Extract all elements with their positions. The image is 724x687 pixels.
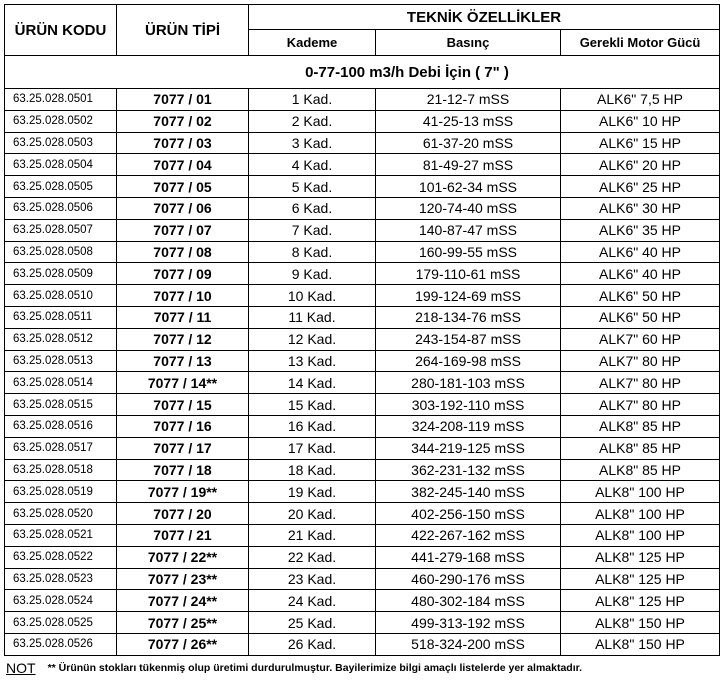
table-row	[5, 633, 720, 655]
cell-type: 7077 / 12	[117, 328, 249, 350]
cell-type: 7077 / 14**	[117, 372, 249, 394]
table-row	[5, 197, 720, 219]
note-label: NOT	[6, 660, 36, 676]
cell-type: 7077 / 09	[117, 263, 249, 285]
table-row	[5, 568, 720, 590]
cell-stage: 7 Kad.	[249, 219, 376, 241]
cell-type: 7077 / 24**	[117, 590, 249, 612]
table-row	[5, 350, 720, 372]
cell-pressure: 362-231-132 mSS	[376, 459, 561, 481]
cell-stage: 8 Kad.	[249, 241, 376, 263]
cell-pressure: 120-74-40 mSS	[376, 197, 561, 219]
cell-type: 7077 / 16	[117, 415, 249, 437]
cell-type: 7077 / 19**	[117, 481, 249, 503]
cell-code: 63.25.028.0515	[5, 394, 117, 416]
cell-type: 7077 / 01	[117, 89, 249, 111]
cell-code: 63.25.028.0503	[5, 132, 117, 154]
cell-motor: ALK6" 40 HP	[561, 241, 720, 263]
cell-code: 63.25.028.0521	[5, 524, 117, 546]
cell-pressure: 460-290-176 mSS	[376, 568, 561, 590]
cell-pressure: 160-99-55 mSS	[376, 241, 561, 263]
cell-stage: 21 Kad.	[249, 524, 376, 546]
group-title: 0-77-100 m3/h Debi İçin ( 7" )	[5, 56, 720, 89]
table-row	[5, 437, 720, 459]
cell-type: 7077 / 18	[117, 459, 249, 481]
cell-type: 7077 / 21	[117, 524, 249, 546]
table-row	[5, 459, 720, 481]
cell-motor: ALK8" 150 HP	[561, 633, 720, 655]
footnote	[6, 657, 718, 679]
table-row	[5, 176, 720, 198]
cell-motor: ALK8" 125 HP	[561, 568, 720, 590]
cell-code: 63.25.028.0520	[5, 503, 117, 525]
cell-code: 63.25.028.0516	[5, 415, 117, 437]
cell-type: 7077 / 02	[117, 110, 249, 132]
cell-motor: ALK8" 150 HP	[561, 612, 720, 634]
cell-motor: ALK8" 100 HP	[561, 524, 720, 546]
cell-motor: ALK6" 25 HP	[561, 176, 720, 198]
cell-pressure: 41-25-13 mSS	[376, 110, 561, 132]
cell-motor: ALK8" 125 HP	[561, 590, 720, 612]
cell-code: 63.25.028.0502	[5, 110, 117, 132]
cell-type: 7077 / 08	[117, 241, 249, 263]
cell-pressure: 179-110-61 mSS	[376, 263, 561, 285]
table-row	[5, 89, 720, 111]
table-row	[5, 132, 720, 154]
cell-motor: ALK6" 30 HP	[561, 197, 720, 219]
cell-code: 63.25.028.0513	[5, 350, 117, 372]
cell-code: 63.25.028.0507	[5, 219, 117, 241]
cell-pressure: 264-169-98 mSS	[376, 350, 561, 372]
cell-stage: 24 Kad.	[249, 590, 376, 612]
cell-stage: 9 Kad.	[249, 263, 376, 285]
cell-motor: ALK6" 10 HP	[561, 110, 720, 132]
table-row	[5, 415, 720, 437]
cell-pressure: 499-313-192 mSS	[376, 612, 561, 634]
cell-pressure: 81-49-27 mSS	[376, 154, 561, 176]
cell-stage: 18 Kad.	[249, 459, 376, 481]
cell-pressure: 324-208-119 mSS	[376, 415, 561, 437]
header-urun-tipi: ÜRÜN TİPİ	[117, 5, 249, 56]
table-row	[5, 372, 720, 394]
header-motor: Gerekli Motor Gücü	[561, 30, 720, 56]
cell-pressure: 402-256-150 mSS	[376, 503, 561, 525]
cell-stage: 2 Kad.	[249, 110, 376, 132]
cell-stage: 11 Kad.	[249, 306, 376, 328]
cell-type: 7077 / 11	[117, 306, 249, 328]
cell-type: 7077 / 04	[117, 154, 249, 176]
cell-code: 63.25.028.0526	[5, 633, 117, 655]
cell-motor: ALK8" 85 HP	[561, 415, 720, 437]
cell-code: 63.25.028.0518	[5, 459, 117, 481]
cell-motor: ALK6" 20 HP	[561, 154, 720, 176]
cell-pressure: 441-279-168 mSS	[376, 546, 561, 568]
cell-type: 7077 / 10	[117, 285, 249, 307]
cell-motor: ALK7" 80 HP	[561, 350, 720, 372]
header-basinc: Basınç	[376, 30, 561, 56]
cell-motor: ALK8" 85 HP	[561, 459, 720, 481]
cell-stage: 19 Kad.	[249, 481, 376, 503]
table-row	[5, 219, 720, 241]
cell-stage: 6 Kad.	[249, 197, 376, 219]
cell-pressure: 140-87-47 mSS	[376, 219, 561, 241]
cell-pressure: 21-12-7 mSS	[376, 89, 561, 111]
cell-stage: 23 Kad.	[249, 568, 376, 590]
table-row	[5, 394, 720, 416]
cell-code: 63.25.028.0501	[5, 89, 117, 111]
table-row	[5, 612, 720, 634]
cell-code: 63.25.028.0523	[5, 568, 117, 590]
cell-stage: 4 Kad.	[249, 154, 376, 176]
cell-type: 7077 / 20	[117, 503, 249, 525]
cell-motor: ALK6" 15 HP	[561, 132, 720, 154]
header-kademe: Kademe	[249, 30, 376, 56]
table-row	[5, 524, 720, 546]
table-row	[5, 241, 720, 263]
note-text: ** Ürünün stokları tükenmiş olup üretimi durdurulmuştur. Bayilerimize bilgi amaçlı listelerde yer almaktadır.	[47, 662, 583, 674]
cell-code: 63.25.028.0519	[5, 481, 117, 503]
table-row	[5, 263, 720, 285]
cell-type: 7077 / 15	[117, 394, 249, 416]
cell-stage: 17 Kad.	[249, 437, 376, 459]
cell-type: 7077 / 07	[117, 219, 249, 241]
cell-code: 63.25.028.0509	[5, 263, 117, 285]
cell-pressure: 422-267-162 mSS	[376, 524, 561, 546]
cell-code: 63.25.028.0512	[5, 328, 117, 350]
table-row	[5, 328, 720, 350]
cell-type: 7077 / 05	[117, 176, 249, 198]
cell-code: 63.25.028.0510	[5, 285, 117, 307]
cell-type: 7077 / 25**	[117, 612, 249, 634]
table-row	[5, 481, 720, 503]
cell-stage: 13 Kad.	[249, 350, 376, 372]
cell-motor: ALK6" 50 HP	[561, 306, 720, 328]
cell-pressure: 303-192-110 mSS	[376, 394, 561, 416]
cell-stage: 14 Kad.	[249, 372, 376, 394]
cell-stage: 25 Kad.	[249, 612, 376, 634]
table-row	[5, 590, 720, 612]
cell-type: 7077 / 13	[117, 350, 249, 372]
cell-pressure: 199-124-69 mSS	[376, 285, 561, 307]
cell-motor: ALK7" 80 HP	[561, 372, 720, 394]
cell-motor: ALK6" 7,5 HP	[561, 89, 720, 111]
cell-type: 7077 / 17	[117, 437, 249, 459]
product-spec-table	[4, 4, 720, 656]
cell-stage: 12 Kad.	[249, 328, 376, 350]
table-row	[5, 503, 720, 525]
cell-stage: 15 Kad.	[249, 394, 376, 416]
cell-type: 7077 / 03	[117, 132, 249, 154]
table-row	[5, 546, 720, 568]
cell-motor: ALK6" 50 HP	[561, 285, 720, 307]
cell-stage: 26 Kad.	[249, 633, 376, 655]
cell-motor: ALK8" 100 HP	[561, 481, 720, 503]
cell-pressure: 101-62-34 mSS	[376, 176, 561, 198]
table-row	[5, 110, 720, 132]
cell-type: 7077 / 22**	[117, 546, 249, 568]
table-row	[5, 306, 720, 328]
cell-stage: 16 Kad.	[249, 415, 376, 437]
table-row	[5, 285, 720, 307]
cell-code: 63.25.028.0517	[5, 437, 117, 459]
cell-stage: 1 Kad.	[249, 89, 376, 111]
cell-motor: ALK7" 60 HP	[561, 328, 720, 350]
cell-type: 7077 / 26**	[117, 633, 249, 655]
cell-pressure: 280-181-103 mSS	[376, 372, 561, 394]
cell-pressure: 518-324-200 mSS	[376, 633, 561, 655]
cell-code: 63.25.028.0504	[5, 154, 117, 176]
cell-code: 63.25.028.0514	[5, 372, 117, 394]
cell-type: 7077 / 23**	[117, 568, 249, 590]
cell-stage: 10 Kad.	[249, 285, 376, 307]
cell-code: 63.25.028.0522	[5, 546, 117, 568]
cell-motor: ALK8" 100 HP	[561, 503, 720, 525]
cell-stage: 20 Kad.	[249, 503, 376, 525]
cell-code: 63.25.028.0506	[5, 197, 117, 219]
cell-pressure: 243-154-87 mSS	[376, 328, 561, 350]
cell-code: 63.25.028.0525	[5, 612, 117, 634]
cell-code: 63.25.028.0505	[5, 176, 117, 198]
cell-motor: ALK6" 35 HP	[561, 219, 720, 241]
cell-pressure: 344-219-125 mSS	[376, 437, 561, 459]
cell-motor: ALK8" 125 HP	[561, 546, 720, 568]
cell-pressure: 480-302-184 mSS	[376, 590, 561, 612]
cell-pressure: 382-245-140 mSS	[376, 481, 561, 503]
table-row	[5, 154, 720, 176]
cell-motor: ALK8" 85 HP	[561, 437, 720, 459]
cell-motor: ALK7" 80 HP	[561, 394, 720, 416]
cell-stage: 3 Kad.	[249, 132, 376, 154]
cell-code: 63.25.028.0524	[5, 590, 117, 612]
cell-type: 7077 / 06	[117, 197, 249, 219]
header-urun-kodu: ÜRÜN KODU	[5, 5, 117, 56]
cell-code: 63.25.028.0511	[5, 306, 117, 328]
cell-pressure: 218-134-76 mSS	[376, 306, 561, 328]
cell-motor: ALK6" 40 HP	[561, 263, 720, 285]
cell-stage: 22 Kad.	[249, 546, 376, 568]
cell-stage: 5 Kad.	[249, 176, 376, 198]
header-teknik-ozellikler: TEKNİK ÖZELLİKLER	[249, 5, 720, 30]
cell-pressure: 61-37-20 mSS	[376, 132, 561, 154]
cell-code: 63.25.028.0508	[5, 241, 117, 263]
